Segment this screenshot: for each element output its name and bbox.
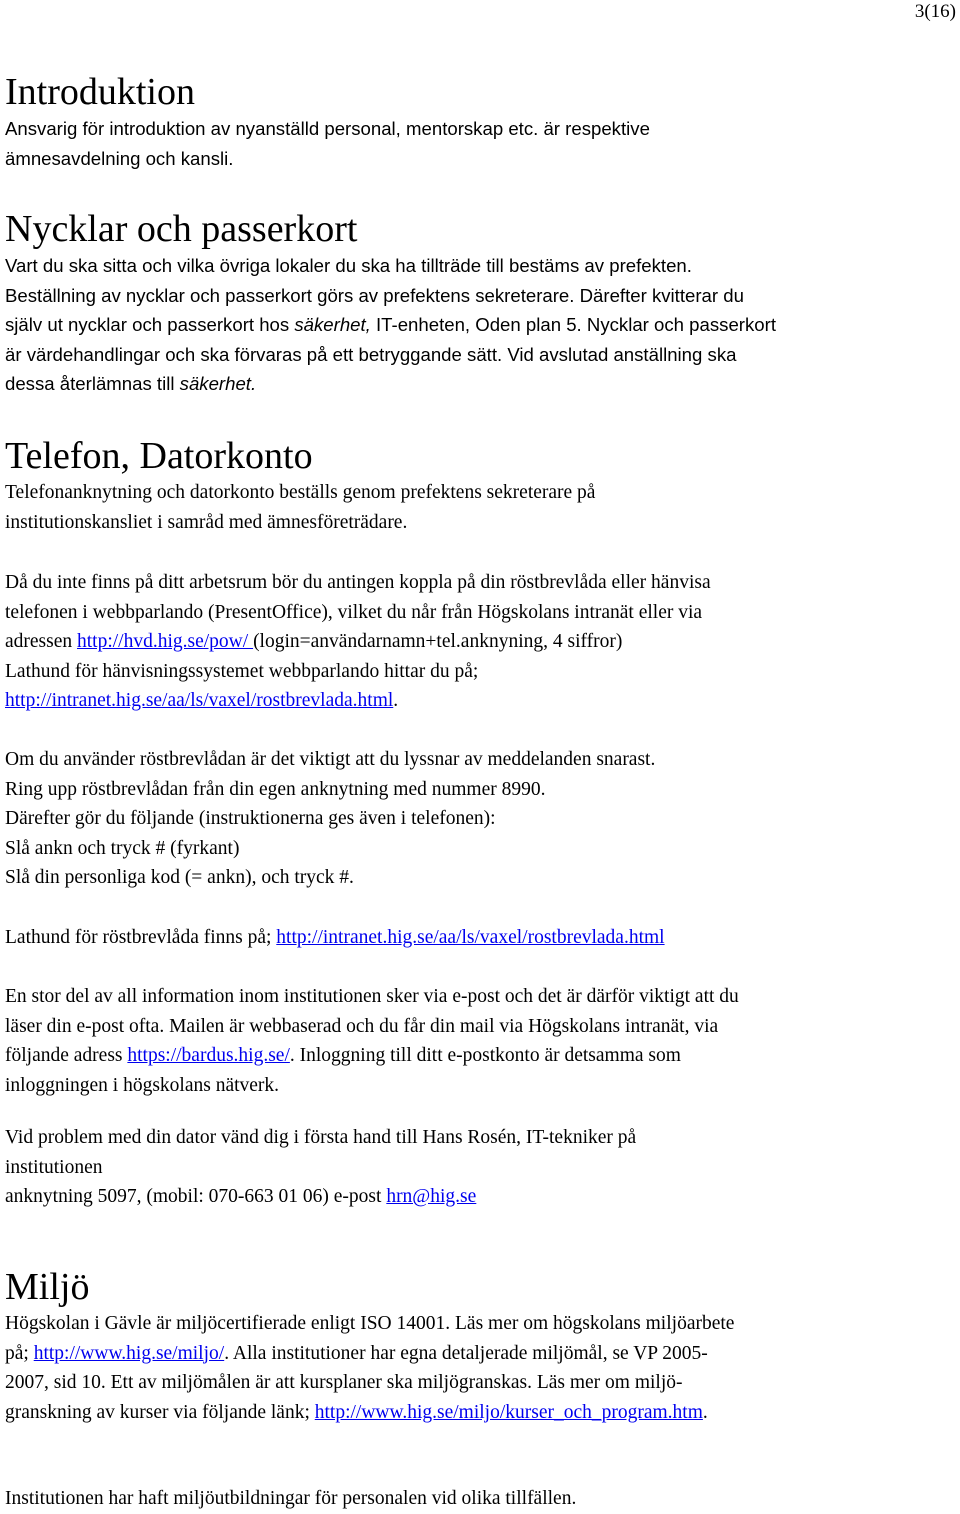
intro-line-2: ämnesavdelning och kansli. — [5, 147, 234, 169]
phone-p2-line-3 — [5, 627, 957, 657]
env-line-2b: . Alla institutioner har egna detaljerade miljömål, se VP 2005- — [224, 1342, 708, 1364]
phone-p6-line-3 — [5, 1182, 957, 1212]
env-line-1: Högskolan i Gävle är miljöcertifierade enligt ISO 14001. Läs mer om högskolans miljöarbete — [5, 1313, 735, 1334]
email-link[interactable]: hrn@hig.se — [386, 1186, 477, 1208]
keys-line-3 — [5, 310, 957, 340]
env-line-2a: på; — [5, 1342, 34, 1364]
heading-miljo: Miljö — [5, 1266, 90, 1308]
kurser-link[interactable]: http://www.hig.se/miljo/kurser_och_program.htm — [314, 1401, 703, 1423]
intro-line-1: Ansvarig för introduktion av nyanställd personal, mentorskap etc. är respektive — [5, 118, 650, 139]
keys-line-2: Beställning av nycklar och passerkort görs av prefektens sekreterare. Därefter kvitterar du — [5, 284, 744, 306]
miljo-link[interactable]: http://www.hig.se/miljo/ — [33, 1342, 225, 1364]
phone-paragraph-5 — [5, 982, 957, 1100]
phone-p2-line-3b: (login=användarnamn+tel.anknyning, 4 siffror) — [253, 631, 623, 653]
phone-paragraph-4 — [5, 923, 957, 953]
bardus-link[interactable]: https://bardus.hig.se/ — [127, 1045, 290, 1067]
phone-p3-line-5: Slå din personliga kod (= ankn), och tryck #. — [5, 867, 354, 889]
keys-line-1: Vart du ska sitta och vilka övriga lokaler du ska ha tillträde till bestäms av prefekten. — [5, 255, 692, 276]
keys-line-5 — [5, 369, 957, 399]
phone-p2-line-1: Då du inte finns på ditt arbetsrum bör du antingen koppla på din röstbrevlåda eller hänvisa — [5, 572, 711, 593]
section-telefon — [5, 434, 957, 537]
phone-p4-line — [5, 923, 957, 953]
keys-line-3a: själv ut nycklar och passerkort hos — [5, 314, 295, 336]
phone-p2-line-4: Lathund för hänvisningssystemet webbparlando hittar du på; — [5, 660, 479, 682]
phone-p3-line-3: Därefter gör du följande (instruktionerna ges även i telefonen): — [5, 808, 496, 830]
rostbrevlada-link-2[interactable]: http://intranet.hig.se/aa/ls/vaxel/rostbrevlada.html — [276, 927, 665, 948]
env-line-2 — [5, 1339, 957, 1369]
phone-p5-line-3a: följande adress — [5, 1045, 128, 1067]
phone-p5-line-4: inloggningen i högskolans nätverk. — [5, 1074, 280, 1096]
keys-line-3c: IT-enheten, Oden plan 5. Nycklar och passerkort — [370, 314, 776, 336]
heading-introduktion: Introduktion — [5, 71, 195, 113]
phone-p2-line-5b: . — [393, 690, 399, 712]
env-line-4 — [5, 1398, 957, 1428]
heading-nycklar: Nycklar och passerkort — [5, 208, 358, 250]
env-line-3: 2007, sid 10. Ett av miljömålen är att kursplaner ska miljögranskas. Läs mer om miljö- — [5, 1372, 683, 1394]
phone-p6-line-3a: anknytning 5097, (mobil: 070-663 01 06) e-post — [5, 1186, 387, 1208]
env-line-5: Institutionen har haft miljöutbildningar för personalen vid olika tillfällen. — [5, 1488, 577, 1509]
phone-p5-line-3 — [5, 1041, 957, 1071]
heading-telefon: Telefon, Datorkonto — [5, 435, 313, 477]
keys-line-4: är värdehandlingar och ska förvaras på ett betryggande sätt. Vid avslutad anställning ska — [5, 343, 737, 365]
phone-p6-line-1: Vid problem med din dator vänd dig i första hand till Hans Rosén, IT-tekniker på — [5, 1127, 637, 1148]
phone-p2-line-5 — [5, 686, 957, 716]
phone-p2-line-3a: adressen — [5, 631, 78, 653]
env-paragraph-2 — [5, 1484, 957, 1514]
section-nycklar — [5, 207, 957, 399]
phone-p5-line-1: En stor del av all information inom institutionen sker via e-post och det är därför viktigt att du — [5, 986, 739, 1007]
keys-line-5a: dessa återlämnas till — [5, 373, 180, 395]
phone-p3-line-4: Slå ankn och tryck # (fyrkant) — [5, 837, 240, 859]
phone-paragraph-3 — [5, 745, 957, 893]
section-introduktion — [5, 70, 957, 173]
keys-sakerhet-2: säkerhet. — [179, 373, 257, 395]
phone-p3-line-2: Ring upp röstbrevlådan från din egen anknytning med nummer 8990. — [5, 778, 546, 800]
env-line-4b: . — [702, 1401, 708, 1423]
phone-paragraph-6 — [5, 1123, 957, 1212]
section-miljo — [5, 1265, 957, 1427]
phone-p3-line-1: Om du använder röstbrevlådan är det viktigt att du lyssnar av meddelanden snarast. — [5, 749, 656, 770]
pow-link[interactable]: http://hvd.hig.se/pow/ — [77, 631, 254, 653]
phone-p6-line-2: institutionen — [5, 1156, 103, 1178]
rostbrevlada-link-1[interactable]: http://intranet.hig.se/aa/ls/vaxel/rostbrevlada.html — [5, 690, 394, 712]
env-line-4a: granskning av kurser via följande länk; — [5, 1401, 315, 1423]
keys-sakerhet-1: säkerhet, — [294, 314, 371, 336]
phone-p1-line-2: institutionskansliet i samråd med ämnesföreträdare. — [5, 511, 408, 533]
phone-paragraph-2 — [5, 568, 957, 716]
phone-p2-line-2: telefonen i webbparlando (PresentOffice), vilket du når från Högskolans intranät eller via — [5, 601, 703, 623]
phone-p5-line-2: läser din e-post ofta. Mailen är webbaserad och du får din mail via Högskolans intranät, via — [5, 1015, 719, 1037]
phone-p1-line-1: Telefonanknytning och datorkonto beställs genom prefektens sekreterare på — [5, 482, 596, 503]
phone-p5-line-3b: . Inloggning till ditt e-postkonto är detsamma som — [289, 1045, 681, 1067]
phone-p4-text: Lathund för röstbrevlåda finns på; — [5, 927, 277, 948]
page-number: 3(16) — [914, 1, 956, 22]
